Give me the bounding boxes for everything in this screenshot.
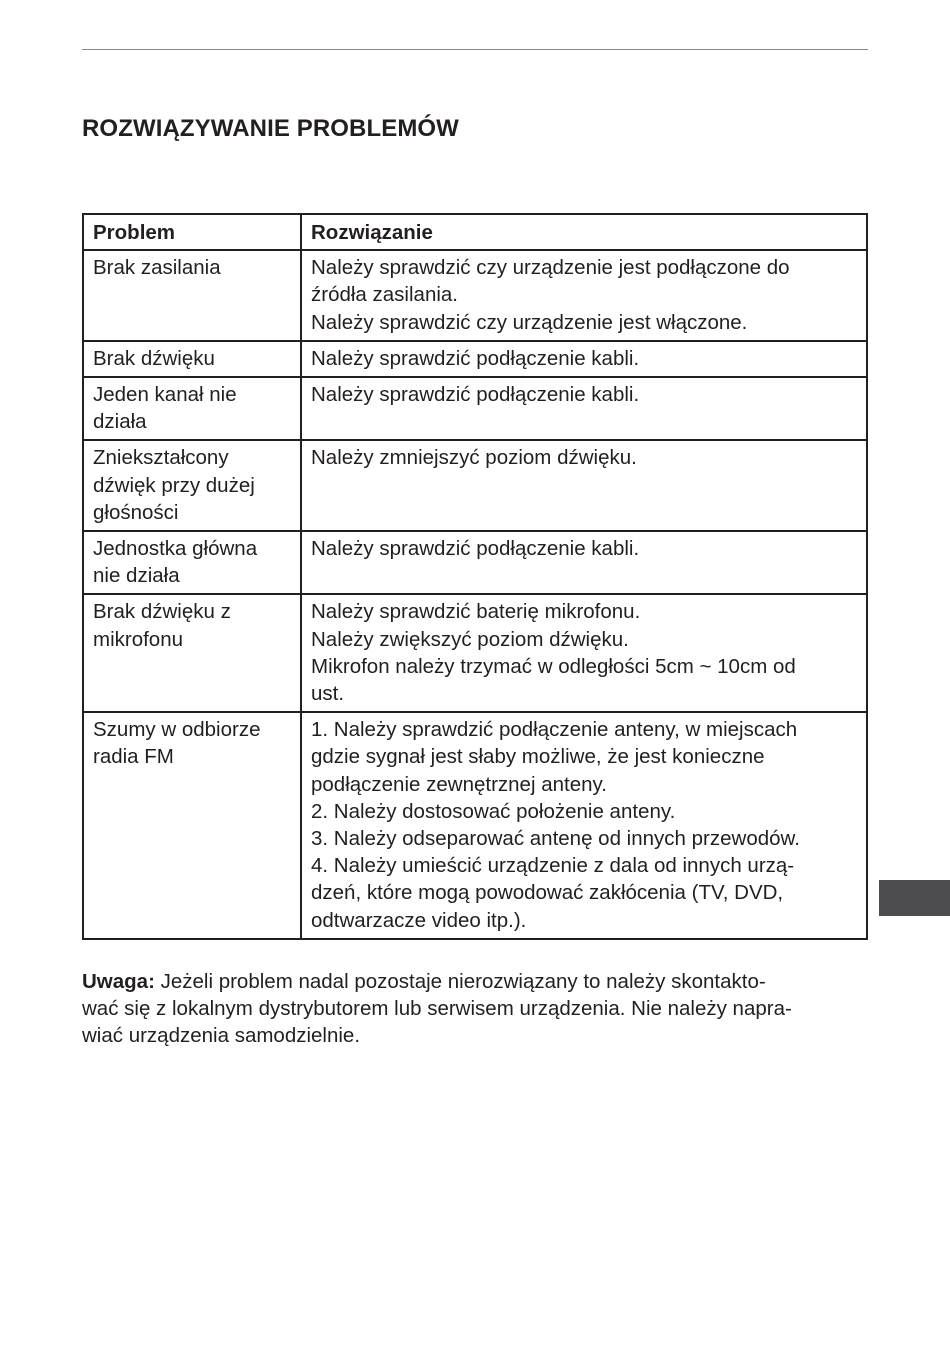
solution-text: Należy sprawdzić czy urządzenie jest włączone. (311, 310, 748, 334)
problem-text: Brak dźwięku z (93, 600, 231, 624)
solution-cell (301, 250, 867, 341)
note-text: Jeżeli problem nadal pozostaje nierozwiązany to należy skontakto- (154, 970, 766, 993)
problem-text: mikrofonu (93, 627, 184, 651)
table-row (83, 341, 867, 377)
solution-text: podłączenie zewnętrznej anteny. (311, 772, 607, 796)
solution-text: gdzie sygnał jest słaby możliwe, że jest konieczne (311, 745, 765, 769)
note-line: wać się z lokalnym dystrybutorem lub serwisem urządzenia. Nie należy napra- (82, 997, 792, 1021)
header-solution: Rozwiązanie (301, 214, 867, 250)
note-line (82, 968, 872, 995)
solution-text: Należy zmniejszyć poziom dźwięku. (311, 446, 637, 470)
note-label: Uwaga: (82, 970, 155, 993)
solution-text: 1. Należy sprawdzić podłączenie anteny, w miejscach (311, 718, 798, 742)
problem-cell (83, 531, 301, 594)
problem-cell (83, 440, 301, 531)
table-row (83, 531, 867, 594)
solution-text: dzeń, które mogą powodować zakłócenia (TV, DVD, (311, 881, 784, 905)
solution-text: 3. Należy odseparować antenę od innych przewodów. (311, 827, 800, 851)
top-divider (82, 49, 868, 50)
problem-text: głośności (93, 500, 179, 524)
problem-text: Jeden kanał nie (93, 383, 237, 407)
note-paragraph (82, 968, 872, 1050)
solution-text: Należy sprawdzić podłączenie kabli. (311, 346, 640, 370)
solution-text: Należy sprawdzić baterię mikrofonu. (311, 600, 641, 624)
problem-text: nie działa (93, 564, 180, 588)
solution-text: Należy sprawdzić podłączenie kabli. (311, 383, 640, 407)
problem-text: Szumy w odbiorze (93, 718, 261, 742)
table-row (83, 377, 867, 440)
note-line: wiać urządzenia samodzielnie. (82, 1024, 361, 1048)
solution-text: 2. Należy dostosować położenie anteny. (311, 799, 676, 823)
problem-cell (83, 594, 301, 712)
solution-cell (301, 341, 867, 377)
problem-cell (83, 712, 301, 939)
problem-text: radia FM (93, 745, 174, 769)
solution-text: Należy sprawdzić podłączenie kabli. (311, 537, 640, 561)
header-problem: Problem (83, 214, 301, 250)
solution-text: odtwarzacze video itp.). (311, 908, 527, 932)
problem-cell (83, 341, 301, 377)
table-row (83, 712, 867, 939)
table-row (83, 440, 867, 531)
troubleshooting-table (82, 213, 868, 940)
problem-text: Zniekształcony (93, 446, 229, 470)
table-header-row (83, 214, 867, 250)
solution-cell (301, 440, 867, 531)
problem-text: Brak zasilania (93, 256, 221, 280)
problem-text: Jednostka główna (93, 537, 258, 561)
solution-cell (301, 712, 867, 939)
solution-text: 4. Należy umieścić urządzenie z dala od innych urzą- (311, 854, 795, 878)
solution-cell (301, 377, 867, 440)
problem-text: dźwięk przy dużej (93, 473, 255, 497)
table-row (83, 594, 867, 712)
solution-text: ust. (311, 682, 345, 706)
table-row (83, 250, 867, 341)
solution-cell (301, 531, 867, 594)
problem-cell (83, 250, 301, 341)
page-title: ROZWIĄZYWANIE PROBLEMÓW (82, 115, 459, 142)
solution-text: źródła zasilania. (311, 283, 458, 307)
problem-text: Brak dźwięku (93, 346, 215, 370)
solution-cell (301, 594, 867, 712)
solution-text: Należy zwiększyć poziom dźwięku. (311, 627, 629, 651)
section-side-tab (879, 880, 950, 916)
solution-text: Mikrofon należy trzymać w odległości 5cm ~ 10cm od (311, 654, 796, 678)
problem-cell (83, 377, 301, 440)
solution-text: Należy sprawdzić czy urządzenie jest podłączone do (311, 256, 790, 280)
problem-text: działa (93, 410, 147, 434)
